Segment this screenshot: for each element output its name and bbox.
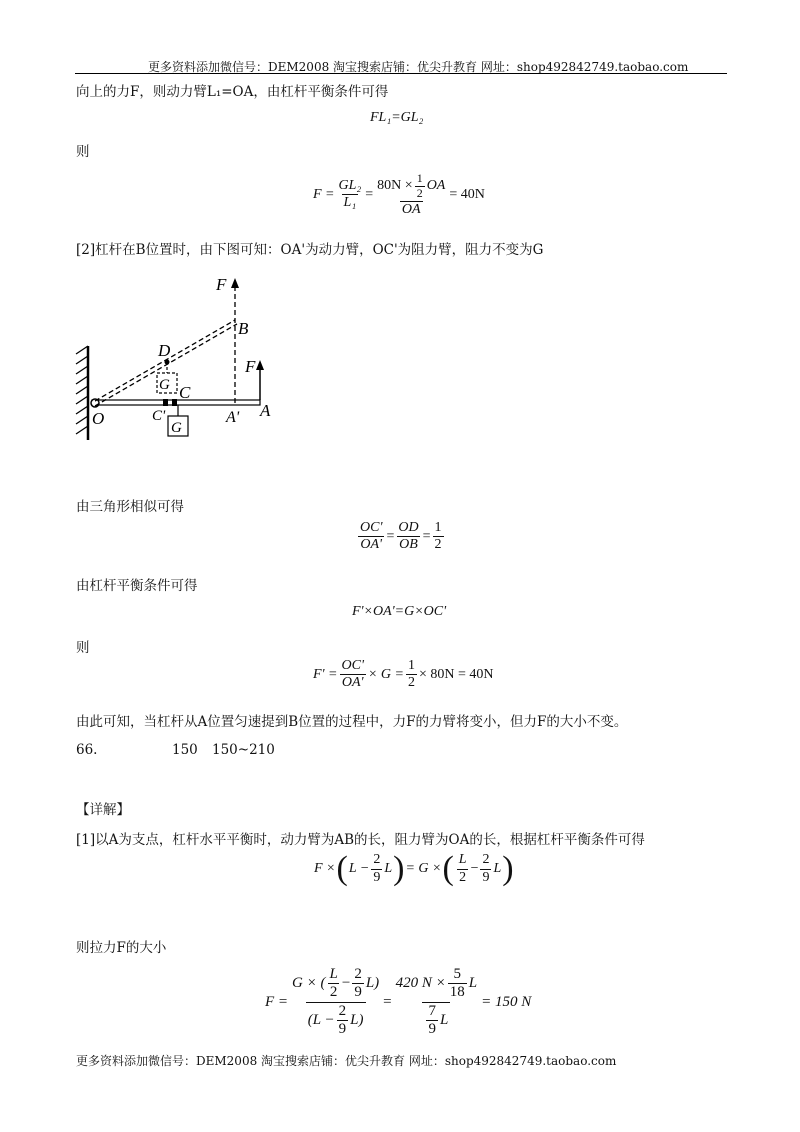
equation-2	[313, 172, 485, 218]
eq7-den-b-den: 9	[338, 1020, 347, 1037]
eq2-half-num: 1	[416, 171, 423, 185]
label-C-prime: C'	[152, 408, 166, 424]
eq2-result: = 40N	[449, 186, 485, 202]
eq5-mid: × G =	[367, 666, 404, 682]
eq6-frac-h	[480, 852, 491, 885]
eq5-f1-den: OA'	[341, 675, 364, 691]
eq6-frac-c	[371, 852, 382, 885]
text-ze-1: 则	[76, 144, 90, 160]
paragraph-part1: [1]以A为支点，杠杆水平平衡时，动力臂为AB的长，阻力臂为OA的长，根据杠杆平衡条件可得	[76, 832, 645, 848]
eq7-den	[306, 1002, 366, 1039]
eq6-c-num: 2	[373, 852, 381, 868]
eq3-frac2	[396, 520, 420, 553]
eq6-d: L	[384, 861, 393, 876]
eq6-b: L −	[348, 861, 370, 876]
eq3-f1-num: OC'	[360, 520, 383, 535]
text-balance: 由杠杆平衡条件可得	[76, 578, 198, 594]
eq7-rnum-b: L	[468, 975, 478, 992]
eq7-num-l	[328, 966, 340, 1002]
eq2-frac1-den: L₁	[343, 195, 357, 211]
eq5-half	[406, 658, 417, 691]
paragraph-conclusion: 由此可知，当杠杆从A位置匀速提到B位置的过程中，力F的力臂将变小，但力F的大小不变。	[76, 714, 628, 730]
eq7-rden	[422, 1002, 450, 1039]
eq6-h-den: 9	[482, 869, 490, 885]
eq7-rden-den: 9	[428, 1020, 436, 1037]
eq7-num-b-den: 9	[354, 984, 362, 1001]
equation-3	[356, 520, 446, 553]
eq2-frac2-num-b: OA	[426, 178, 446, 194]
eq5-lhs: F' =	[313, 666, 338, 682]
eq6-a: F ×	[314, 861, 336, 876]
eq7-den-b-num: 2	[338, 1002, 347, 1019]
eq6-rparen2: )	[502, 850, 514, 887]
eq3-f1-den: OA'	[360, 537, 383, 553]
eq6-lparen1: (	[336, 850, 348, 887]
eq7-rden-f	[426, 1003, 438, 1039]
label-A: A	[260, 401, 271, 420]
eq7-den-a: (L −	[307, 1011, 335, 1028]
equation-5	[313, 658, 493, 691]
label-F-right: F	[245, 357, 256, 376]
eq2-frac2-den: OA	[401, 201, 421, 217]
question-66-answer-2: 150~210	[212, 742, 275, 758]
footer-text: 更多资料添加微信号：DEM2008 淘宝搜索店铺：优尖升教育 网址：shop492842749.taobao.com	[76, 1054, 617, 1068]
eq2-lhs: F =	[313, 186, 335, 202]
eq5-h-num: 1	[407, 658, 415, 673]
label-B: B	[238, 319, 249, 338]
eq6-f-num: L	[458, 852, 467, 868]
label-C: C	[179, 383, 191, 402]
eq3-frac1	[358, 520, 384, 553]
label-F-top: F	[216, 275, 227, 294]
equation-4: F'×OA'=G×OC'	[352, 604, 447, 619]
eq6-e: = G ×	[405, 861, 442, 876]
eq6-c-den: 9	[373, 869, 381, 885]
eq7-rnum	[394, 966, 479, 1002]
eq7-num-c: L)	[365, 975, 380, 992]
label-A-prime: A'	[226, 409, 240, 426]
eq7-rden-num: 7	[428, 1002, 436, 1019]
eq6-rparen1: )	[393, 850, 405, 887]
eq7-rden-b: L	[439, 1011, 449, 1028]
eq7-rnum-f-den: 18	[449, 984, 465, 1001]
equation-6	[314, 852, 515, 886]
eq2-frac1-num: GL₂	[338, 178, 362, 194]
label-O: O	[92, 409, 105, 428]
eq7-num	[290, 966, 381, 1002]
eq6-g: −	[470, 861, 479, 876]
text-pull: 则拉力F的大小	[76, 940, 167, 956]
eq7-num-m: −	[341, 975, 351, 992]
eq7-rnum-f	[448, 966, 467, 1002]
lever-diagram	[70, 270, 290, 450]
eq7-num-l-den: 2	[329, 984, 338, 1001]
header-text: 更多资料添加微信号：DEM2008 淘宝搜索店铺：优尖升教育 网址：shop492842749.taobao.com	[148, 60, 689, 74]
eq5-f1-num: OC'	[341, 658, 364, 673]
eq6-h-num: 2	[482, 852, 490, 868]
question-66-answer-1: 150	[172, 742, 198, 758]
eq7-rnum-a: 420 N ×	[395, 975, 446, 992]
eq7-num-b	[352, 966, 364, 1002]
eq7-lhs: F =	[265, 993, 289, 1010]
eq7-rnum-f-num: 5	[453, 966, 462, 982]
label-D: D	[158, 341, 171, 360]
eq7-num-b-num: 2	[354, 966, 362, 982]
paragraph-line1: 向上的力F，则动力臂L₁=OA，由杠杆平衡条件可得	[76, 84, 389, 100]
eq3-f3-num: 1	[434, 520, 442, 535]
eq2-frac1	[337, 178, 364, 211]
eq7-num-a: G × (	[292, 975, 326, 992]
eq3-f3-den: 2	[434, 537, 442, 553]
section-detail: 【详解】	[76, 802, 130, 818]
eq6-lparen2: (	[442, 850, 454, 887]
text-ze-2: 则	[76, 640, 90, 656]
eq7-result: = 150 N	[481, 993, 532, 1010]
eq3-eq1: =	[386, 528, 395, 544]
eq3-frac3	[433, 520, 444, 553]
eq3-f2-den: OB	[399, 537, 418, 553]
eq3-eq2: =	[422, 528, 431, 544]
paragraph-part2: [2]杠杆在B位置时，由下图可知：OA'为动力臂，OC'为阻力臂，阻力不变为G	[76, 242, 544, 258]
eq2-eq: =	[365, 186, 374, 202]
label-G-dashed: G	[159, 377, 170, 393]
eq2-frac2-num	[375, 172, 447, 201]
text-similar: 由三角形相似可得	[76, 499, 184, 515]
eq6-i: L	[493, 861, 502, 876]
equation-1: FL₁=GL₂	[370, 110, 424, 125]
eq7-num-l-num: L	[329, 966, 338, 982]
eq7-den-b	[337, 1003, 349, 1039]
eq7-den-c: L)	[350, 1011, 364, 1028]
eq6-f-den: 2	[459, 869, 467, 885]
label-G-box: G	[171, 420, 182, 436]
eq7-eq: =	[383, 993, 392, 1010]
eq2-half	[415, 172, 425, 201]
equation-7	[265, 966, 531, 1038]
eq6-frac-f	[457, 852, 469, 885]
eq3-f2-num: OD	[398, 520, 419, 535]
eq2-frac2	[375, 172, 447, 218]
eq2-half-den: 2	[416, 185, 423, 200]
eq7-frac-main	[290, 966, 381, 1038]
eq2-frac2-num-a: 80N ×	[377, 178, 413, 194]
question-66-number: 66.	[76, 742, 98, 758]
eq5-h-den: 2	[407, 675, 415, 691]
eq5-tail: × 80N = 40N	[418, 666, 494, 682]
eq5-frac1	[340, 658, 366, 691]
eq7-frac-result	[394, 966, 479, 1038]
header-rule	[75, 73, 727, 74]
